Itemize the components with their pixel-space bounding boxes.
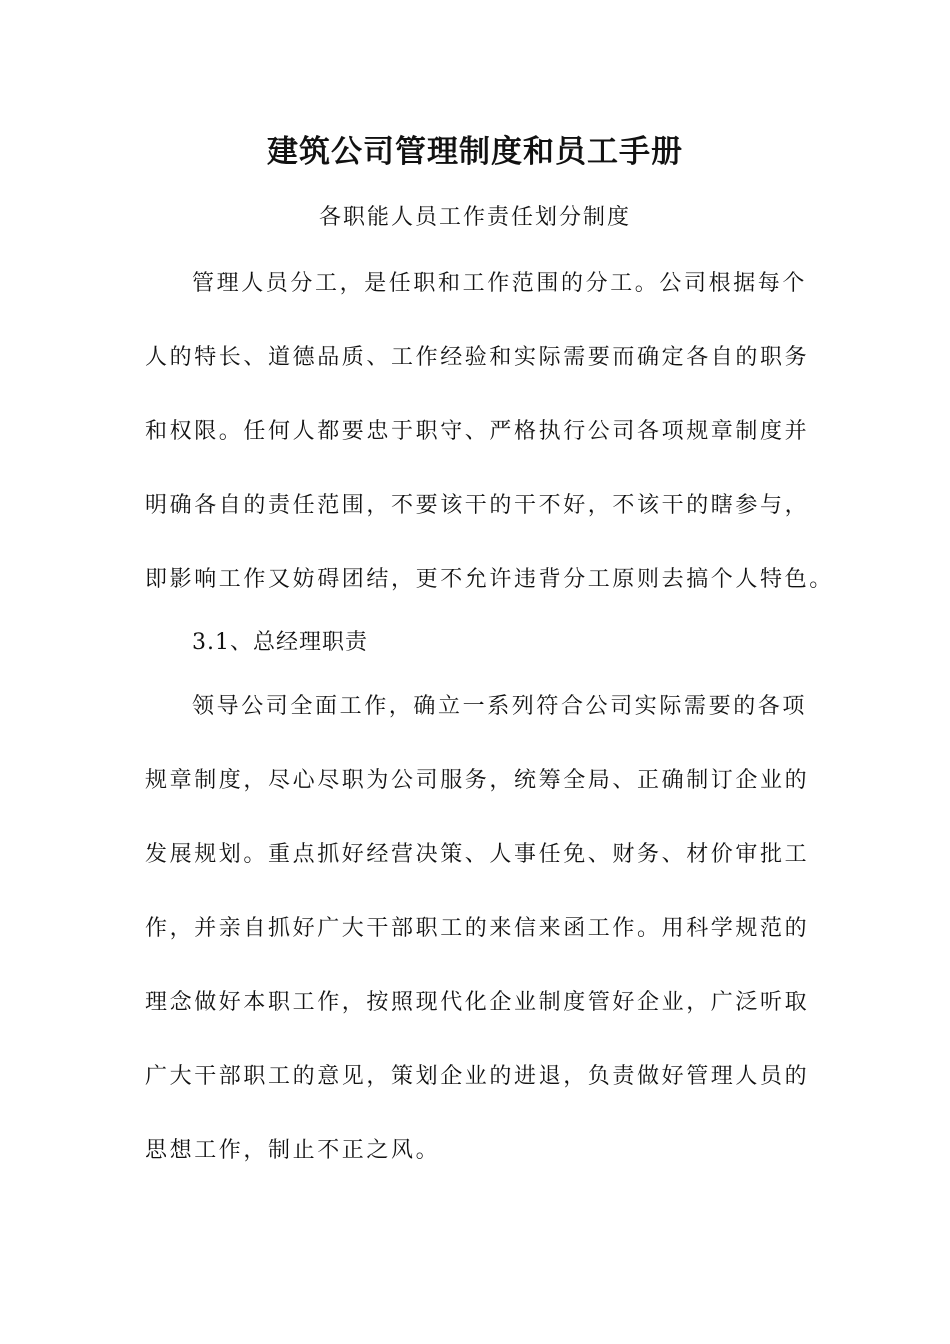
paragraph-line: 规章制度，尽心尽职为公司服务，统筹全局、正确制订企业的 bbox=[145, 768, 810, 793]
paragraph-line: 管理人员分工，是任职和工作范围的分工。公司根据每个 bbox=[192, 271, 808, 296]
paragraph-line: 领导公司全面工作，确立一系列符合公司实际需要的各项 bbox=[192, 694, 808, 719]
document-subtitle: 各职能人员工作责任划分制度 bbox=[318, 205, 631, 230]
paragraph-line: 和权限。任何人都要忠于职守、严格执行公司各项规章制度并 bbox=[145, 419, 810, 444]
paragraph-line: 明确各自的责任范围，不要该干的干不好，不该干的瞎参与， bbox=[145, 493, 810, 518]
paragraph-line: 人的特长、道德品质、工作经验和实际需要而确定各自的职务 bbox=[145, 345, 810, 370]
paragraph-line: 作，并亲自抓好广大干部职工的来信来函工作。用科学规范的 bbox=[145, 916, 810, 941]
paragraph-line: 广大干部职工的意见，策划企业的进退，负责做好管理人员的 bbox=[145, 1064, 810, 1089]
paragraph-line: 发展规划。重点抓好经营决策、人事任免、财务、材价审批工 bbox=[145, 842, 810, 867]
paragraph-line: 即影响工作又妨碍团结，更不允许违背分工原则去搞个人特色。 bbox=[145, 567, 834, 592]
paragraph-line: 理念做好本职工作，按照现代化企业制度管好企业，广泛听取 bbox=[145, 990, 810, 1015]
document-title: 建筑公司管理制度和员工手册 bbox=[267, 134, 683, 170]
paragraph-line: 思想工作，制止不正之风。 bbox=[145, 1138, 441, 1163]
section-heading: 3.1、总经理职责 bbox=[192, 630, 368, 655]
